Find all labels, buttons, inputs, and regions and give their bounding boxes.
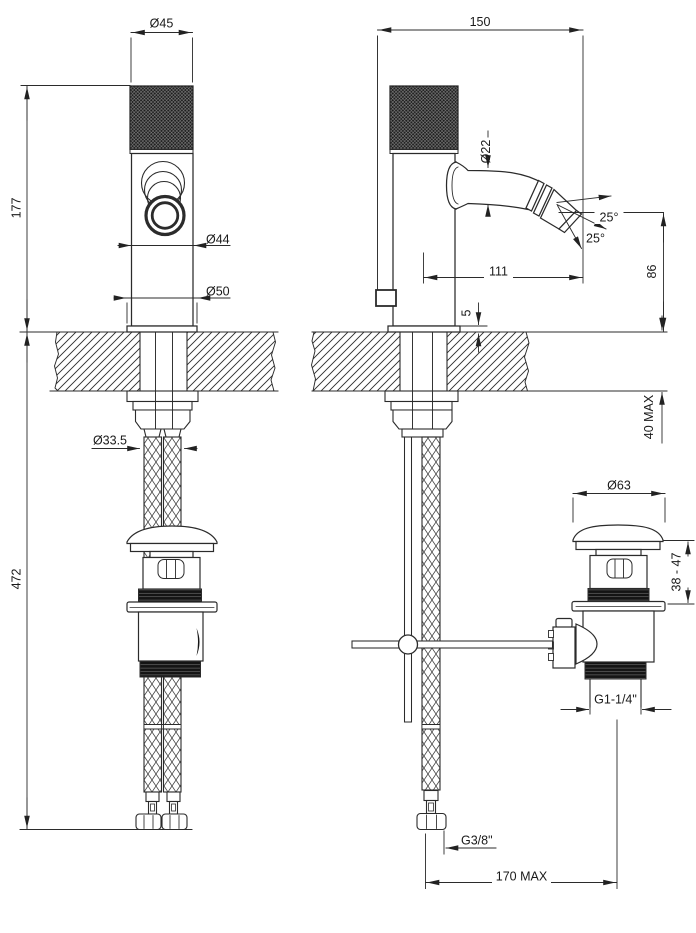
- pop-up-rod-vertical: [405, 437, 412, 722]
- dim-spray-angle-upper-label: 25°: [599, 210, 619, 225]
- front-view: [20, 86, 278, 830]
- dim-base-diameter-label: Ø50: [206, 284, 230, 299]
- side-shank: [400, 332, 447, 391]
- dim-hose-length-label: 472: [9, 568, 24, 590]
- supply-hose-side: [417, 437, 446, 830]
- pop-up-waste-detail: [549, 525, 666, 707]
- ball-joint: [399, 635, 418, 654]
- dim-waste-cap-diameter-label: Ø63: [607, 478, 631, 493]
- dim-spray-angle-lower-label: 25°: [586, 231, 605, 246]
- dim-max-rod-reach-label: 170 MAX: [495, 869, 548, 884]
- dim-total-depth-label: 150: [469, 15, 491, 29]
- pull-rod-knob: [376, 290, 396, 306]
- front-base-flange: [127, 326, 197, 332]
- dimension-lines: [20, 30, 694, 889]
- dim-waste-height-range-label: 38 - 47: [669, 552, 684, 592]
- dim-body-diameter-label: Ø44: [206, 232, 230, 247]
- countertop-side: [312, 332, 668, 391]
- lever-rod: [352, 641, 553, 648]
- dim-height-label: 177: [9, 197, 24, 219]
- dim-spout-diameter-label: Ø22: [479, 139, 493, 164]
- front-handle-knurled: [130, 86, 193, 154]
- hose-nut: [417, 814, 446, 830]
- side-body: [393, 154, 455, 327]
- side-base-flange: [388, 326, 460, 332]
- dim-supply-thread-label: G3/8": [461, 833, 493, 848]
- side-handle-knurled: [390, 86, 458, 154]
- pop-up-waste-front: [127, 526, 217, 677]
- hose-nut: [136, 814, 161, 830]
- hose-nut: [162, 814, 187, 830]
- dim-spout-reach-label: 111: [488, 264, 509, 279]
- dim-waste-thread-label: G1-1/4": [594, 692, 637, 707]
- dim-spout-height-label: 86: [645, 264, 659, 279]
- dim-max-deck-thickness-label: 40 MAX: [642, 394, 656, 440]
- front-shank: [140, 332, 187, 391]
- dim-base-plate-height-label: 5: [459, 309, 474, 317]
- countertop-front: [20, 332, 278, 391]
- dim-handle-diameter-label: Ø45: [149, 16, 174, 31]
- dim-hole-diameter-label: Ø33.5: [92, 433, 127, 448]
- side-spout: [447, 162, 582, 233]
- aerator-head: [526, 181, 582, 233]
